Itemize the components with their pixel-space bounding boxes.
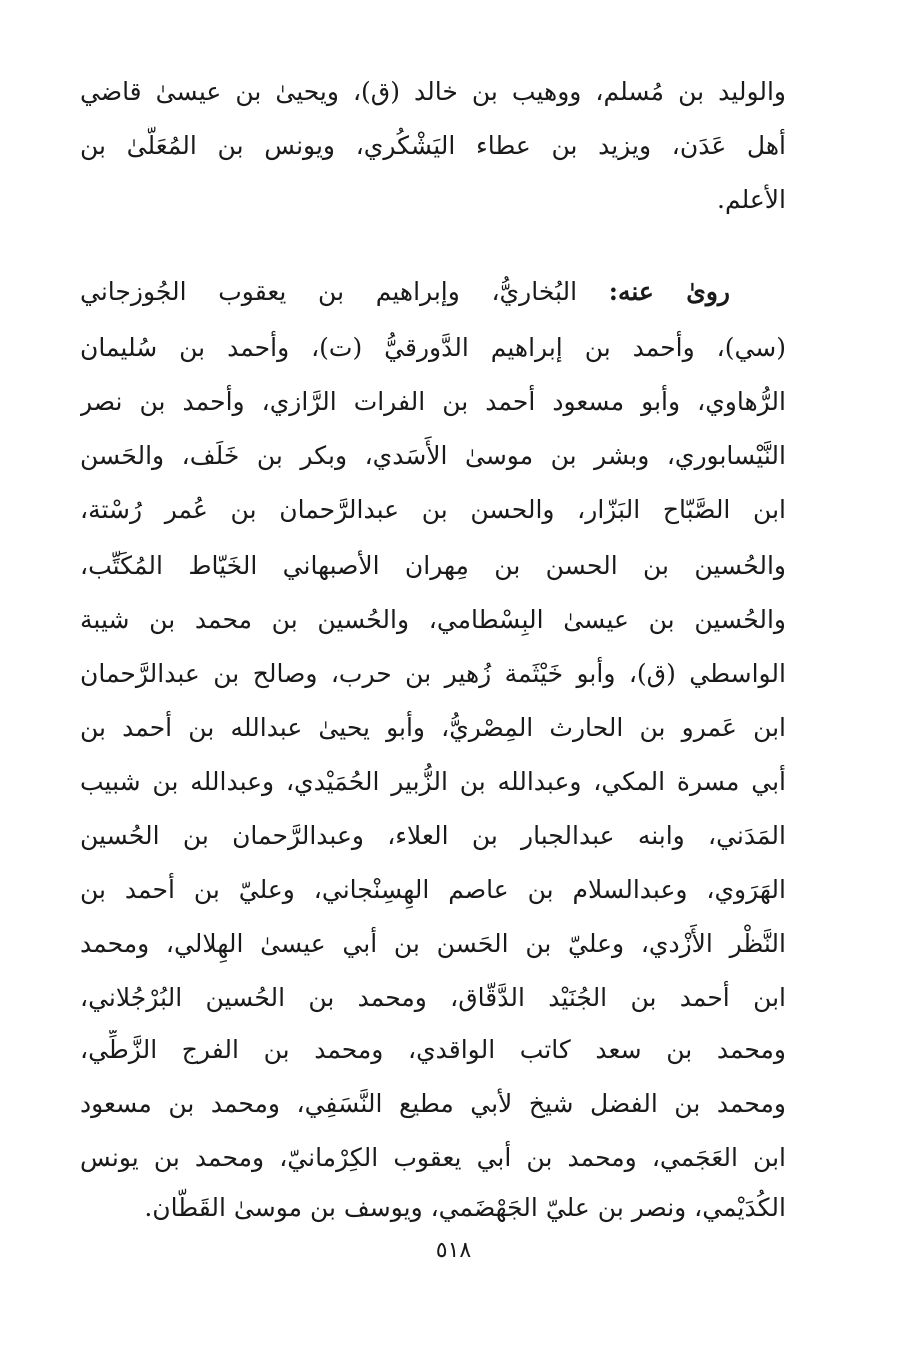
text-line: (سي)، وأحمد بن إبراهيم الدَّورقيُّ (ت)، وأحمد بن سُليمان xyxy=(80,333,786,362)
text-line: أبي مسرة المكي، وعبدالله بن الزُّبير الحُمَيْدي، وعبدالله بن شبيب xyxy=(80,767,786,796)
text-line: ومحمد بن سعد كاتب الواقدي، ومحمد بن الفرج الزَّطِّي، xyxy=(80,1035,786,1064)
text-line: والحُسين بن الحسن بن مِهران الأصبهاني الخَيّاط المُكَتِّب، xyxy=(80,551,786,580)
text-line: والحُسين بن عيسىٰ البِسْطامي، والحُسين بن محمد بن شيبة xyxy=(80,605,786,634)
text-line: ابن أحمد بن الجُنَيْد الدَّقّاق، ومحمد بن الحُسين البُرْجُلاني، xyxy=(80,983,786,1012)
text-line: النَّيْسابوري، وبشر بن موسىٰ الأَسَدي، وبكر بن خَلَف، والحَسن xyxy=(80,441,786,470)
text-line: الرُّهاوي، وأبو مسعود أحمد بن الفرات الرَّازي، وأحمد بن نصر xyxy=(80,387,786,416)
text-line: المَدَني، وابنه عبدالجبار بن العلاء، وعبدالرَّحمان بن الحُسين xyxy=(80,821,786,850)
text-line: أهل عَدَن، ويزيد بن عطاء اليَشْكُري، ويونس بن المُعَلَّىٰ بن xyxy=(80,131,786,160)
text-line: الهَرَوي، وعبدالسلام بن عاصم الهِسِنْجاني، وعليّ بن أحمد بن xyxy=(80,875,786,904)
text-line: ابن عَمرو بن الحارث المِصْريُّ، وأبو يحيىٰ عبدالله بن أحمد بن xyxy=(80,713,786,742)
text-line: الأعلم. xyxy=(717,185,786,214)
text-line: الواسطي (ق)، وأبو خَيْثَمة زُهير بن حرب، وصالح بن عبدالرَّحمان xyxy=(80,659,786,688)
text-line: ابن العَجَمي، ومحمد بن أبي يعقوب الكِرْمانيّ، ومحمد بن يونس xyxy=(80,1143,786,1172)
text-line: ابن الصَّبّاح البَزّار، والحسن بن عبدالرَّحمان بن عُمر رُسْتة، xyxy=(80,495,786,524)
text-line: النَّظْر الأَزْدي، وعليّ بن الحَسن بن أبي عيسىٰ الهِلالي، ومحمد xyxy=(80,929,786,958)
page-number: ٥١٨ xyxy=(435,1238,472,1263)
text-line: والوليد بن مُسلم، ووهيب بن خالد (ق)، ويحيىٰ بن عيسىٰ قاضي xyxy=(80,77,786,106)
paragraph-lead: روىٰ عنه: xyxy=(608,277,730,306)
paragraph-first-line-text: البُخاريُّ، وإبراهيم بن يعقوب الجُوزجاني xyxy=(80,277,609,306)
paragraph-first-line xyxy=(80,272,730,312)
text-line: الكُدَيْمي، ونصر بن عليّ الجَهْضَمي، ويوسف بن موسىٰ القَطّان. xyxy=(144,1193,786,1222)
text-line: ومحمد بن الفضل شيخ لأبي مطيع النَّسَفِي، ومحمد بن مسعود xyxy=(80,1089,786,1118)
